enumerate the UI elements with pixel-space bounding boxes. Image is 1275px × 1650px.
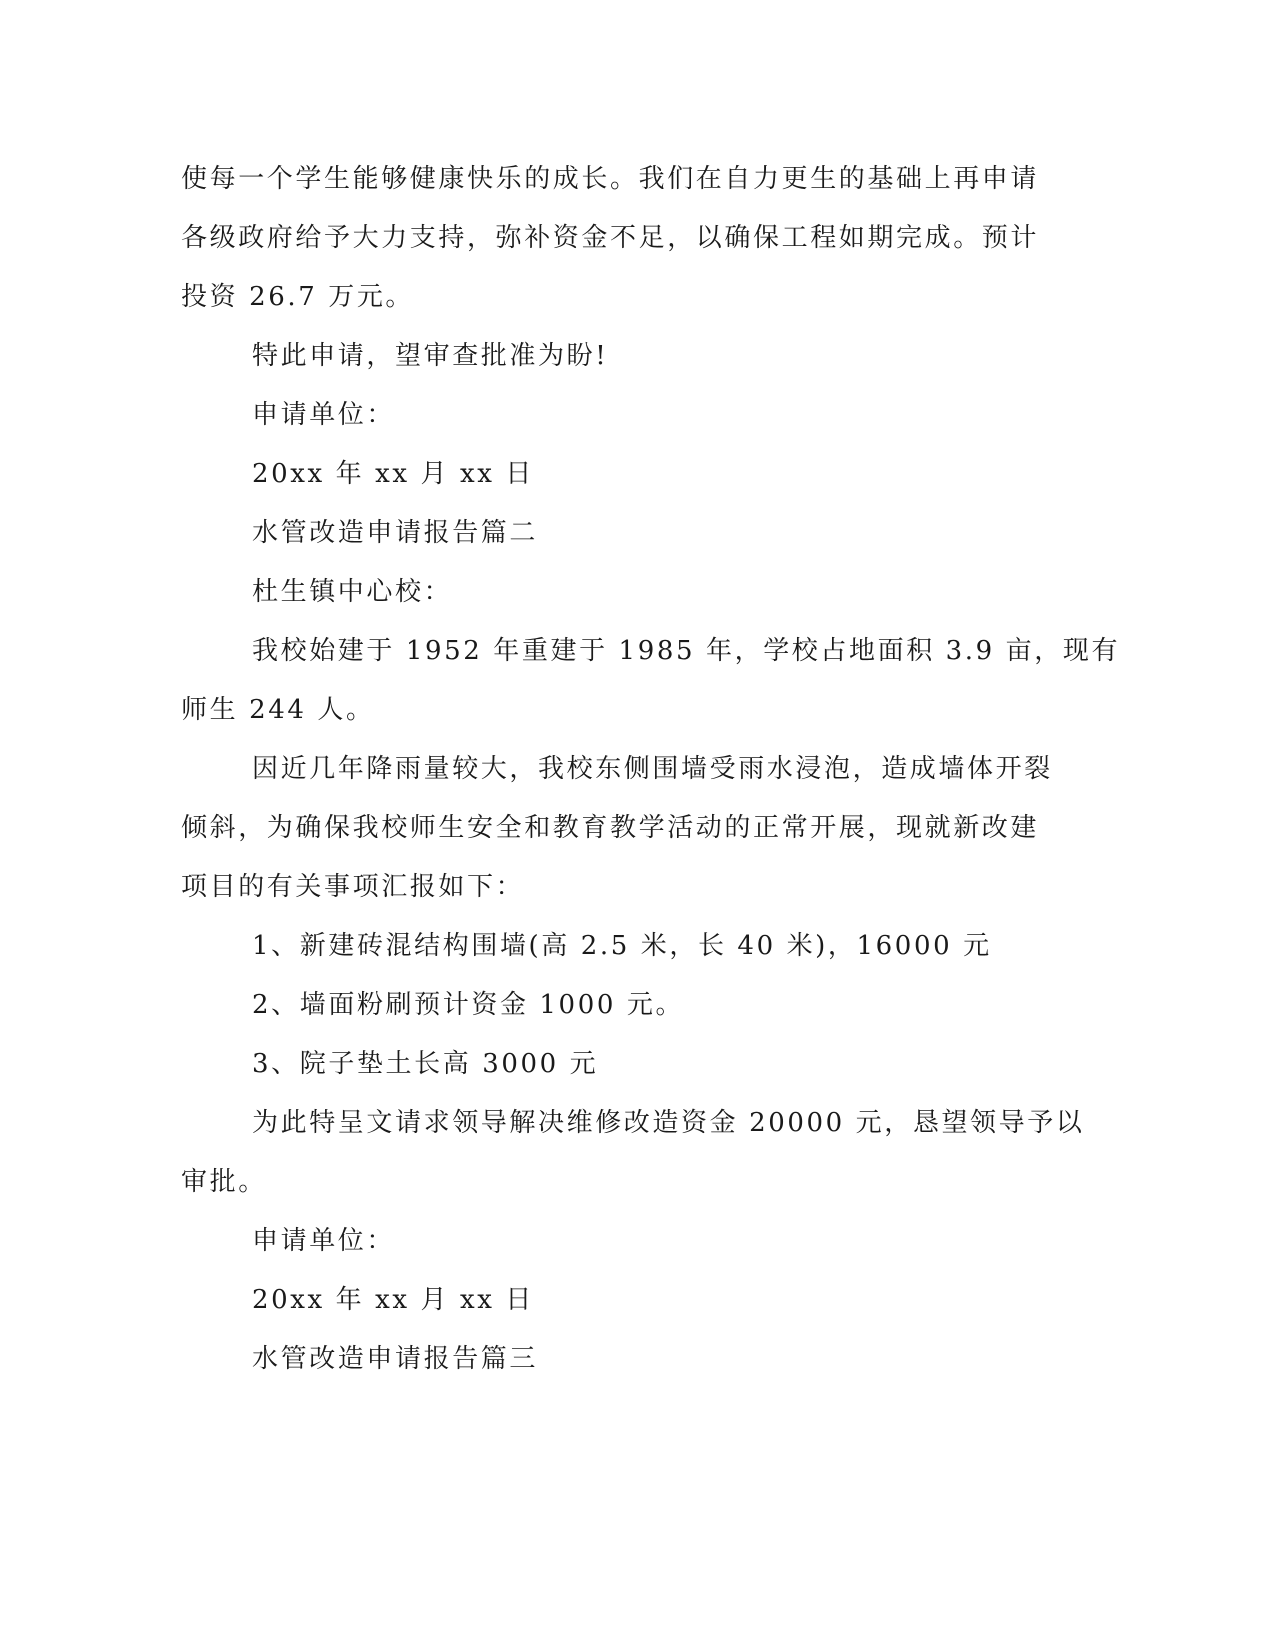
date-line: 20xx 年 xx 月 xx 日 (252, 459, 534, 489)
list-item: 3、院子垫土长高 3000 元 (252, 1049, 599, 1079)
closing-request: 特此申请，望审查批准为盼! (252, 341, 609, 371)
paragraph-line: 审批。 (181, 1167, 267, 1197)
document-body (181, 150, 1121, 1389)
paragraph-line: 为此特呈文请求领导解决维修改造资金 20000 元，恳望领导予以 (252, 1108, 1085, 1138)
list-item: 2、墙面粉刷预计资金 1000 元。 (252, 990, 685, 1020)
paragraph-line: 因近几年降雨量较大，我校东侧围墙受雨水浸泡，造成墙体开裂 (252, 754, 1053, 784)
applicant-unit-label: 申请单位： (252, 1226, 396, 1256)
paragraph-line: 我校始建于 1952 年重建于 1985 年，学校占地面积 3.9 亩，现有 (252, 636, 1121, 666)
paragraph-line: 各级政府给予大力支持，弥补资金不足，以确保工程如期完成。预计 (181, 223, 1040, 253)
addressee: 杜生镇中心校： (252, 577, 453, 607)
paragraph-line: 项目的有关事项汇报如下： (181, 872, 525, 902)
paragraph-line: 倾斜，为确保我校师生安全和教育教学活动的正常开展，现就新改建 (181, 813, 1040, 843)
date-line: 20xx 年 xx 月 xx 日 (252, 1285, 534, 1315)
applicant-unit-label: 申请单位： (252, 400, 396, 430)
list-item: 1、新建砖混结构围墙(高 2.5 米，长 40 米)，16000 元 (252, 931, 992, 961)
section-title: 水管改造申请报告篇三 (252, 1344, 539, 1374)
paragraph-line: 师生 244 人。 (181, 695, 375, 725)
paragraph-line: 使每一个学生能够健康快乐的成长。我们在自力更生的基础上再申请 (181, 164, 1040, 194)
section-title: 水管改造申请报告篇二 (252, 518, 539, 548)
paragraph-line: 投资 26.7 万元。 (181, 282, 415, 312)
